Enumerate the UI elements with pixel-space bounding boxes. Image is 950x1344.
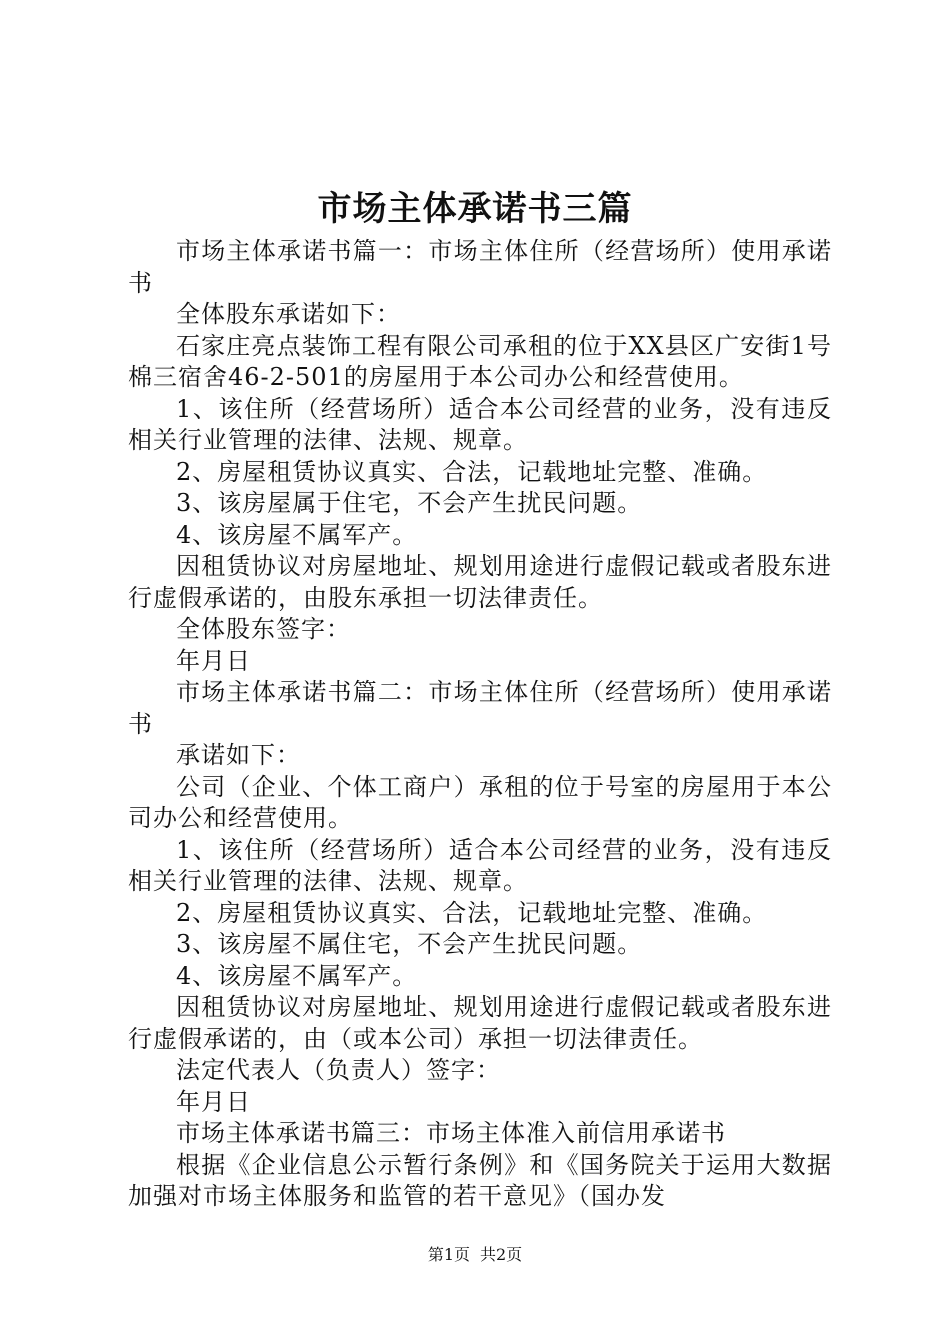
paragraph: 石家庄亮点装饰工程有限公司承租的位于XX县区广安街1号棉三宿舍46-2-501的房屋用于本公司办公和经营使用。 [128, 331, 832, 391]
document-title: 市场主体承诺书三篇 [317, 189, 633, 229]
paragraph: 3、该房屋不属住宅，不会产生扰民问题。 [176, 930, 643, 958]
paragraph: 法定代表人（负责人）签字： [176, 1056, 501, 1084]
paragraph: 因租赁协议对房屋地址、规划用途进行虚假记载或者股东进行虚假承诺的，由（或本公司）承担一切法律责任。 [128, 993, 832, 1053]
paragraph: 根据《企业信息公示暂行条例》和《国务院关于运用大数据加强对市场主体服务和监管的若干意见》（国办发 [128, 1150, 832, 1210]
paragraph: 4、该房屋不属军产。 [176, 520, 418, 549]
paragraph: 年月日 [176, 646, 251, 675]
paragraph: 市场主体承诺书篇一：市场主体住所（经营场所）使用承诺书 [128, 237, 832, 297]
paragraph: 因租赁协议对房屋地址、规划用途进行虚假记载或者股东进行虚假承诺的，由股东承担一切法律责任。 [128, 552, 832, 612]
paragraph: 年月日 [176, 1087, 251, 1116]
paragraph: 全体股东签字： [176, 615, 351, 643]
document-body [128, 236, 832, 1213]
paragraph: 2、房屋租赁协议真实、合法，记载地址完整、准确。 [176, 898, 768, 927]
paragraph: 2、房屋租赁协议真实、合法，记载地址完整、准确。 [176, 457, 768, 486]
paragraph: 全体股东承诺如下： [176, 300, 401, 328]
paragraph: 承诺如下： [176, 741, 301, 769]
paragraph: 4、该房屋不属军产。 [176, 961, 418, 990]
page-number-current: 第1页 [427, 1245, 470, 1264]
paragraph: 市场主体承诺书篇三：市场主体准入前信用承诺书 [176, 1119, 726, 1147]
page-footer [0, 1244, 950, 1266]
paragraph: 1、该住所（经营场所）适合本公司经营的业务，没有违反相关行业管理的法律、法规、规章。 [128, 394, 832, 454]
paragraph: 市场主体承诺书篇二：市场主体住所（经营场所）使用承诺书 [128, 678, 832, 738]
page-number-total: 共2页 [480, 1245, 523, 1264]
paragraph: 公司（企业、个体工商户）承租的位于号室的房屋用于本公司办公和经营使用。 [128, 772, 832, 832]
paragraph: 1、该住所（经营场所）适合本公司经营的业务，没有违反相关行业管理的法律、法规、规章。 [128, 835, 832, 895]
paragraph: 3、该房屋属于住宅，不会产生扰民问题。 [176, 489, 643, 517]
